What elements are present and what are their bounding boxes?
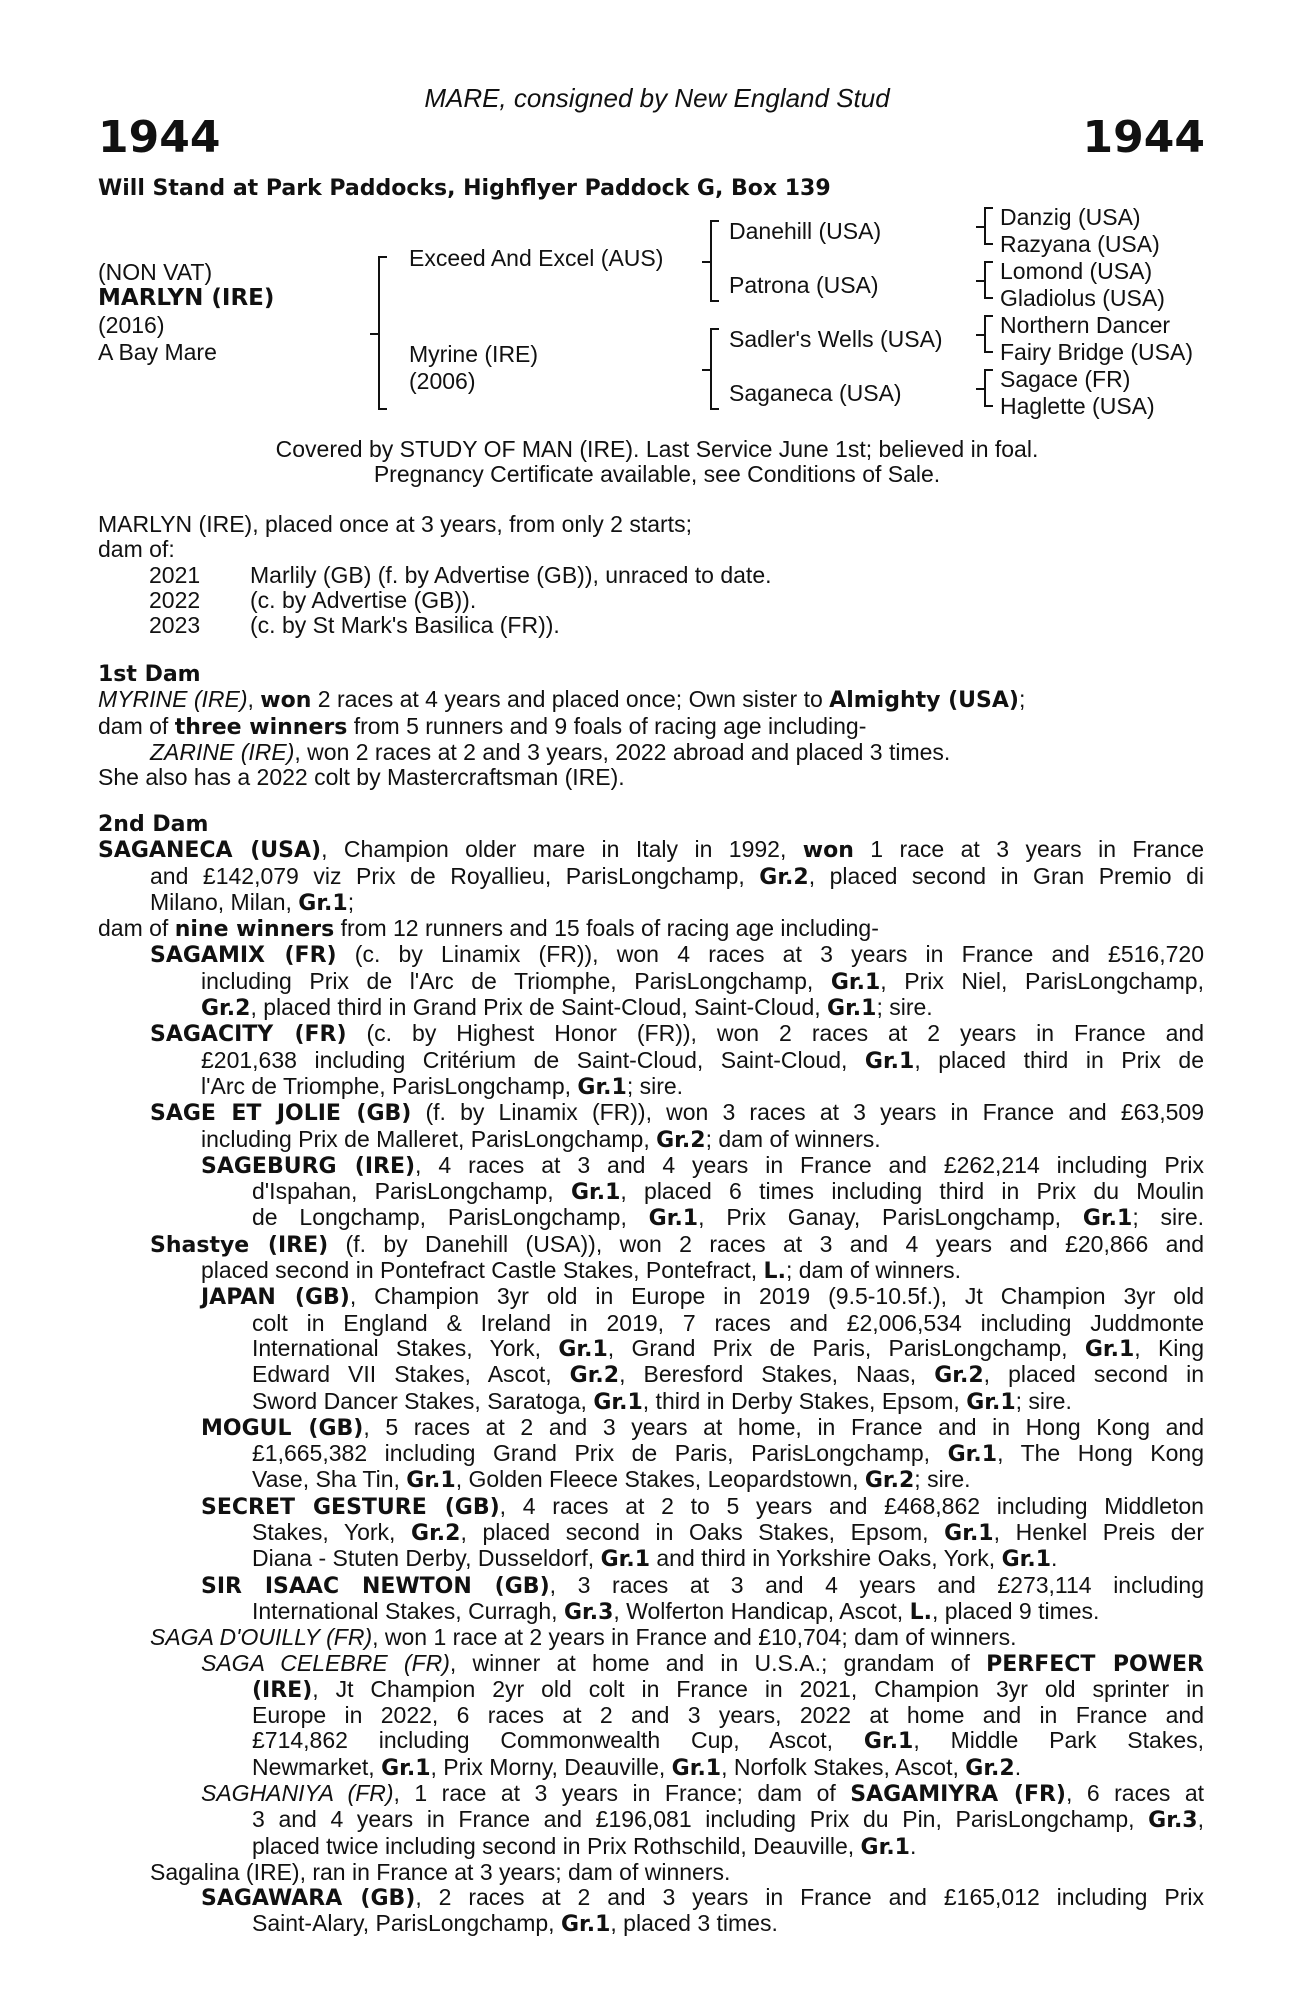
text: , won 2 races at 2 and 3 years, 2022 abroad and placed 3 times. <box>294 738 951 765</box>
entry-line <box>98 1755 1204 1781</box>
grade-bold: Gr.1 <box>864 1048 915 1074</box>
pedigree-g3: Lomond (USA) <box>1000 258 1153 284</box>
grade-bold: Gr.1 <box>966 1389 1016 1415</box>
text: , Jt Champion 2yr old colt in France in 2021, Champion 3yr old sprinter in <box>312 1675 1204 1702</box>
grade-bold: Gr.1 <box>600 1547 650 1573</box>
grade-bold: Gr.2 <box>201 996 251 1022</box>
pedigree-brace-dam <box>710 328 719 410</box>
text: , Henkel Preis der <box>993 1519 1204 1546</box>
grade-bold: Gr.1 <box>648 1206 699 1232</box>
text: Diana - Stuten Derby, Dusseldorf, <box>252 1545 601 1572</box>
text: , 5 races at 2 and 3 years at home, in France and in Hong Kong and <box>363 1413 1204 1440</box>
entry-line <box>98 1677 1204 1703</box>
entry-line <box>98 1362 1204 1388</box>
horse-description: A Bay Mare <box>98 339 217 365</box>
text: , Grand Prix de Paris, ParisLongchamp, <box>607 1334 1085 1361</box>
horse-name-bold: SAGE ET JOLIE (GB) <box>150 1101 412 1127</box>
grade-bold: Gr.2 <box>934 1363 984 1389</box>
text: (c. by Highest Honor (FR)), won 2 races at 2 years in France and <box>346 1020 1204 1047</box>
horse-name-italic: SAGA CELEBRE (FR) <box>201 1649 450 1676</box>
entry-line <box>98 1885 1204 1911</box>
horse-name-italic: SAGHANIYA (FR) <box>201 1779 394 1806</box>
horse-name-bold: SAGACITY (FR) <box>150 1022 347 1048</box>
entry-line <box>98 1651 1204 1677</box>
foal-text: (c. by Advertise (GB)). <box>250 586 477 613</box>
grade-bold: Gr.3 <box>1148 1808 1198 1834</box>
foal-text: Marlily (GB) (f. by Advertise (GB)), unraced to date. <box>250 561 772 588</box>
dam-name: MYRINE (IRE) <box>98 686 248 713</box>
text: ; sire. <box>1132 1204 1205 1231</box>
second-dam-heading: 2nd Dam <box>98 812 209 837</box>
text: , placed second in <box>983 1361 1205 1388</box>
entry-line <box>98 1258 1204 1284</box>
grade-bold: Gr.2 <box>759 864 809 890</box>
entry-line <box>98 837 1204 863</box>
lot-number-right: 1944 <box>1082 112 1205 163</box>
first-dam-section <box>98 662 1204 790</box>
text: 3 and 4 years in France and £196,081 including Prix du Pin, ParisLongchamp, <box>252 1806 1149 1833</box>
pedigree-g6: Fairy Bridge (USA) <box>1000 339 1193 365</box>
entry-line <box>98 1232 1204 1258</box>
foal-year: 2021 <box>149 561 201 588</box>
entry-line <box>98 916 1204 942</box>
pedigree-brace-g12 <box>984 207 993 245</box>
entry-line <box>98 1728 1204 1754</box>
covered-line: Covered by STUDY OF MAN (IRE). Last Service June 1st; believed in foal. <box>275 436 1039 462</box>
foal-row <box>98 563 1204 588</box>
entry-line <box>98 1546 1204 1572</box>
horse-name-italic: SAGA D'OUILLY (FR) <box>150 1624 373 1651</box>
grade-bold: Gr.1 <box>671 1755 722 1781</box>
pedigree-dam-year: (2006) <box>409 368 476 394</box>
text: , Champion older mare in Italy in 1992, <box>321 836 803 863</box>
pedigree-dam-dam: Saganeca (USA) <box>729 380 902 406</box>
text: ; sire. <box>626 1072 684 1099</box>
entry-line <box>98 1494 1204 1520</box>
text: Europe in 2022, 6 races at 2 and 3 years, 2022 at home and in France and <box>252 1702 1204 1729</box>
text: from 12 runners and 15 foals of racing age including- <box>334 915 879 942</box>
horse-name-bold: MOGUL (GB) <box>201 1415 364 1441</box>
text: placed twice including second in Prix Rothschild, Deauville, <box>252 1832 861 1859</box>
text: , 3 races at 3 and 4 years and £273,114 including <box>549 1571 1204 1598</box>
text: l'Arc de Triomphe, ParisLongchamp, <box>201 1072 578 1099</box>
entry-line <box>98 1284 1204 1310</box>
text: colt in England & Ireland in 2019, 7 races and £2,006,534 including Juddmonte <box>252 1309 1204 1336</box>
grade-bold: Gr.1 <box>863 1729 914 1755</box>
entry-line <box>98 942 1204 968</box>
text: d'Ispahan, ParisLongchamp, <box>252 1178 571 1205</box>
summary-line: MARLYN (IRE), placed once at 3 years, from only 2 starts; <box>98 511 692 537</box>
foal-text: (c. by St Mark's Basilica (FR)). <box>250 612 560 639</box>
text: , 2 races at 2 and 3 years in France and £165,012 including Prix <box>415 1884 1204 1911</box>
text: International Stakes, York, <box>252 1334 559 1361</box>
grade-bold: Gr.2 <box>864 1468 915 1494</box>
entry-line <box>98 1127 1204 1153</box>
horse-name-bold: PERFECT POWER <box>986 1651 1204 1677</box>
pedigree-sire: Exceed And Excel (AUS) <box>409 245 664 271</box>
horse-year: (2016) <box>98 312 165 338</box>
text: ; <box>347 888 355 915</box>
text: , winner at home and in U.S.A.; grandam of <box>449 1649 987 1676</box>
grade-bold: L. <box>763 1259 786 1285</box>
pedigree-brace-g34 <box>984 261 993 299</box>
entry-line <box>98 864 1204 890</box>
text: , placed second in Gran Premio di <box>808 862 1204 889</box>
horse-name-italic: ZARINE (IRE) <box>150 738 295 765</box>
text: £714,862 including Commonwealth Cup, Ascot, <box>252 1727 864 1754</box>
grade-bold: Gr.2 <box>411 1521 461 1547</box>
text: , placed third in Grand Prix de Saint-Cloud, Saint-Cloud, <box>250 994 828 1021</box>
grade-bold: Gr.1 <box>1082 1206 1133 1232</box>
text: Edward VII Stakes, Ascot, <box>252 1361 570 1388</box>
grade-bold: Gr.3 <box>563 1599 614 1625</box>
grade-bold: Gr.1 <box>1001 1547 1052 1573</box>
text: ; sire. <box>1015 1387 1072 1414</box>
horse-name: MARLYN (IRE) <box>98 285 275 311</box>
entry-line <box>98 1311 1204 1336</box>
pedigree-g4: Gladiolus (USA) <box>1000 285 1165 311</box>
text: ; <box>1018 686 1026 713</box>
entry-line <box>98 1389 1204 1415</box>
foal-row <box>98 588 1204 613</box>
text: . <box>1014 1753 1022 1780</box>
vat-status: (NON VAT) <box>98 259 213 285</box>
entry-line <box>98 969 1204 995</box>
text: (f. by Danehill (USA)), won 2 races at 3 and 4 years and £20,866 and <box>328 1230 1204 1257</box>
summary-dam-of: dam of: <box>98 536 175 563</box>
pedigree-brace-g78 <box>984 369 993 407</box>
entry-line <box>98 1703 1204 1728</box>
second-dam-section <box>98 812 1204 1938</box>
text: , placed 9 times. <box>931 1597 1100 1624</box>
grade-bold: Gr.1 <box>381 1755 431 1781</box>
text: , <box>247 686 261 713</box>
entry-line <box>98 1599 1204 1625</box>
text: , won 1 race at 2 years in France and £10,704; dam of winners. <box>372 1624 1017 1651</box>
text: , placed 3 times. <box>610 1910 778 1937</box>
grade-bold: L. <box>909 1599 932 1625</box>
grade-bold: Gr.1 <box>577 1074 627 1100</box>
consignment-line: MARE, consigned by New England Stud <box>424 83 890 113</box>
text: , King <box>1134 1334 1204 1361</box>
horse-name-bold: SAGAMIX (FR) <box>150 943 337 969</box>
text: She also has a 2022 colt by Mastercraftsman (IRE). <box>98 764 625 791</box>
pregnancy-line: Pregnancy Certificate available, see Conditions of Sale. <box>373 461 941 487</box>
text: de Longchamp, ParisLongchamp, <box>252 1204 649 1231</box>
grade-bold: Gr.1 <box>560 1912 611 1938</box>
entry-line <box>98 1074 1204 1100</box>
pedigree-g8: Haglette (USA) <box>1000 393 1155 419</box>
text: Milano, Milan, <box>150 888 299 915</box>
text: , Middle Park Stakes, <box>913 1727 1205 1754</box>
entry-line <box>98 1205 1204 1231</box>
horse-name-bold: SAGEBURG (IRE) <box>201 1153 416 1179</box>
horse-name-bold: SAGAMIYRA (FR) <box>850 1781 1066 1807</box>
text: 2 races at 4 years and placed once; Own sister to <box>311 686 830 713</box>
entry-line <box>98 1441 1204 1467</box>
entry-line <box>98 1336 1204 1362</box>
text: ; sire. <box>876 994 933 1021</box>
text: ; sire. <box>914 1466 971 1493</box>
entry-line <box>98 995 1204 1021</box>
text: ; dam of winners. <box>785 1257 962 1284</box>
grade-bold: Gr.1 <box>827 996 877 1022</box>
entry-line <box>98 1573 1204 1599</box>
grade-bold: Gr.1 <box>570 1180 621 1206</box>
text: including Prix de Malleret, ParisLongchamp, <box>201 1125 657 1152</box>
text: , Norfolk Stakes, Ascot, <box>721 1753 966 1780</box>
grade-bold: Gr.2 <box>656 1127 706 1153</box>
horse-name-bold: SIR ISAAC NEWTON (GB) <box>201 1573 550 1599</box>
text: ; dam of winners. <box>705 1125 881 1152</box>
text: , Prix Morny, Deauville, <box>430 1753 672 1780</box>
text: , placed 6 times including third in Prix du Moulin <box>620 1178 1204 1205</box>
text: , 6 races at <box>1066 1779 1205 1806</box>
entry-line <box>98 1834 1204 1860</box>
entry-line <box>98 1100 1204 1126</box>
pedigree-g5: Northern Dancer <box>1000 312 1171 338</box>
text: placed second in Pontefract Castle Stakes, Pontefract, <box>201 1257 764 1284</box>
grade-bold: Gr.1 <box>947 1442 998 1468</box>
horse-name-bold: Shastye (IRE) <box>150 1232 329 1258</box>
entry-line <box>98 1625 1204 1650</box>
horse-name-bold: JAPAN (GB) <box>201 1285 350 1311</box>
text: dam of <box>98 915 175 942</box>
foal-year: 2023 <box>149 612 201 639</box>
entry-line <box>98 1467 1204 1493</box>
text: . <box>909 1832 917 1859</box>
text: , Wolferton Handicap, Ascot, <box>613 1597 910 1624</box>
entry-line <box>98 1781 1204 1807</box>
text: including Prix de l'Arc de Triomphe, ParisLongchamp, <box>201 967 831 994</box>
text: , placed third in Prix de <box>914 1046 1204 1073</box>
text: , Champion 3yr old in Europe in 2019 (9.5-10.5f.), Jt Champion 3yr old <box>349 1283 1204 1310</box>
grade-bold: Gr.1 <box>593 1389 643 1415</box>
text: , Beresford Stakes, Naas, <box>619 1361 935 1388</box>
pedigree-brace-main <box>378 256 387 410</box>
text: , 1 race at 3 years in France; dam of <box>393 1779 851 1806</box>
text: and £142,079 viz Prix de Royallieu, ParisLongchamp, <box>150 862 760 889</box>
pedigree-g7: Sagace (FR) <box>1000 366 1131 392</box>
pedigree-g1: Danzig (USA) <box>1000 204 1141 230</box>
pedigree-dam-sire: Sadler's Wells (USA) <box>729 326 943 352</box>
text: Newmarket, <box>252 1753 382 1780</box>
entry-line: Sagalina (IRE), ran in France at 3 years; dam of winners. <box>150 1858 731 1885</box>
text-bold: won <box>260 688 312 714</box>
entry-line <box>98 1179 1204 1205</box>
text: dam of <box>98 712 175 739</box>
text-bold: won <box>802 838 854 864</box>
horse-name-bold: SAGAWARA (GB) <box>201 1886 416 1912</box>
grade-bold: Gr.2 <box>965 1755 1015 1781</box>
pedigree-sire-sire: Danehill (USA) <box>729 218 882 244</box>
entry-line <box>98 1520 1204 1546</box>
horse-name-bold: SECRET GESTURE (GB) <box>201 1494 500 1520</box>
text-bold: three winners <box>174 714 348 740</box>
pedigree-g2: Razyana (USA) <box>1000 231 1160 257</box>
foal-year: 2022 <box>149 586 201 613</box>
text: International Stakes, Curragh, <box>252 1597 564 1624</box>
text: , 4 races at 2 to 5 years and £468,862 including Middleton <box>499 1492 1204 1519</box>
pedigree-brace-sire <box>710 220 719 302</box>
pedigree-sire-dam: Patrona (USA) <box>729 272 879 298</box>
entry-line <box>98 1911 1204 1937</box>
text: Vase, Sha Tin, <box>252 1466 407 1493</box>
text: , third in Derby Stakes, Epsom, <box>642 1387 967 1414</box>
grade-bold: Gr.1 <box>298 890 348 916</box>
text: (c. by Linamix (FR)), won 4 races at 3 years in France and £516,720 <box>336 941 1204 968</box>
horse-name-bold: SAGANECA (USA) <box>98 838 322 864</box>
text: £1,665,382 including Grand Prix de Paris, ParisLongchamp, <box>252 1440 948 1467</box>
grade-bold: Gr.1 <box>944 1521 994 1547</box>
text: (f. by Linamix (FR)), won 3 races at 3 years in France and £63,509 <box>411 1099 1204 1126</box>
text: , 4 races at 3 and 4 years in France and £262,214 including Prix <box>415 1151 1204 1178</box>
entry-line <box>98 1153 1204 1179</box>
text: from 5 runners and 9 foals of racing age including- <box>347 712 867 739</box>
text: , Prix Ganay, ParisLongchamp, <box>698 1204 1083 1231</box>
first-dam-heading: 1st Dam <box>98 662 201 687</box>
lot-number-left: 1944 <box>98 112 221 163</box>
grade-bold: Gr.1 <box>1084 1336 1135 1362</box>
entry-line <box>98 890 1204 916</box>
text: £201,638 including Critérium de Saint-Cloud, Saint-Cloud, <box>201 1046 865 1073</box>
text: Stakes, York, <box>252 1519 412 1546</box>
entry-line <box>98 1048 1204 1074</box>
text: , The Hong Kong <box>997 1440 1205 1467</box>
text: 1 race at 3 years in France <box>853 836 1205 863</box>
text: , placed second in Oaks Stakes, Epsom, <box>460 1519 945 1546</box>
entry-line <box>98 1021 1204 1047</box>
horse-name-bold: Almighty (USA) <box>829 688 1019 714</box>
grade-bold: Gr.1 <box>860 1834 910 1860</box>
horse-name-bold: (IRE) <box>252 1677 313 1703</box>
foal-row <box>98 613 1204 638</box>
grade-bold: Gr.1 <box>558 1336 608 1362</box>
text: , Prix Niel, ParisLongchamp, <box>880 967 1204 994</box>
pedigree-brace-g56 <box>984 315 993 353</box>
text: , Golden Fleece Stakes, Leopardstown, <box>455 1466 865 1493</box>
text: , <box>1197 1806 1204 1833</box>
text: and third in Yorkshire Oaks, York, <box>650 1545 1002 1572</box>
grade-bold: Gr.1 <box>406 1468 456 1494</box>
stand-location: Will Stand at Park Paddocks, Highflyer Paddock G, Box 139 <box>98 176 831 201</box>
text: Sword Dancer Stakes, Saratoga, <box>252 1387 594 1414</box>
text: Saint-Alary, ParisLongchamp, <box>252 1910 561 1937</box>
text-bold: nine winners <box>174 917 335 943</box>
produce-summary <box>98 512 1204 638</box>
pedigree-dam: Myrine (IRE) <box>409 341 539 367</box>
text: . <box>1051 1545 1058 1572</box>
grade-bold: Gr.1 <box>830 969 881 995</box>
grade-bold: Gr.2 <box>569 1363 620 1389</box>
entry-line <box>98 1807 1204 1833</box>
entry-line <box>98 1415 1204 1441</box>
